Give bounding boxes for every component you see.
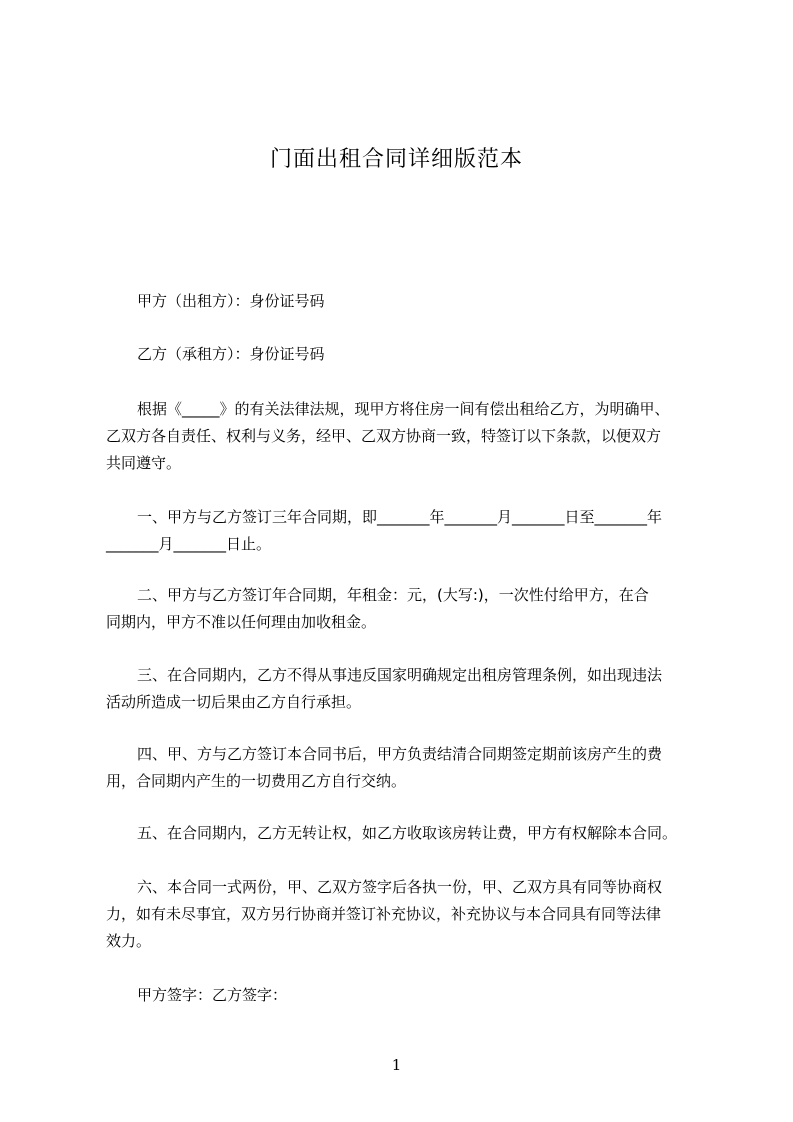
clause-line: 用，合同期内产生的一切费用乙方自行交纳。 bbox=[106, 772, 407, 790]
clause-line: 六、本合同一式两份，甲、乙双方签字后各执一份，甲、乙双方具有同等协商权 bbox=[137, 878, 663, 896]
signature-line: 甲方签字：乙方签字： bbox=[137, 986, 288, 1004]
document-title: 门面出租合同详细版范本 bbox=[269, 147, 523, 172]
clause-line: 同期内，甲方不准以任何理由加收租金。 bbox=[106, 613, 377, 631]
clause-line: _______月_______日止。 bbox=[106, 535, 272, 553]
preamble-line: 乙双方各自责任、权利与义务，经甲、乙双方协商一致，特签订以下条款，以便双方 bbox=[106, 427, 662, 445]
clause-line: 一、甲方与乙方签订三年合同期，即_______年_______月_______日至_______年 bbox=[137, 508, 663, 526]
clause-line: 效力。 bbox=[106, 932, 152, 950]
clause-line: 力，如有未尽事宜，双方另行协商并签订补充协议，补充协议与本合同具有同等法律 bbox=[106, 905, 662, 923]
clause-line: 活动所造成一切后果由乙方自行承担。 bbox=[106, 693, 362, 711]
party-b-line: 乙方（承租方）：身份证号码 bbox=[137, 345, 325, 363]
party-a-line: 甲方（出租方）：身份证号码 bbox=[137, 292, 325, 310]
clause-line: 三、在合同期内，乙方不得从事违反国家明确规定出租房管理条例，如出现违法 bbox=[137, 666, 663, 684]
page-number: 1 bbox=[391, 1056, 402, 1074]
clause-line: 四、甲、方与乙方签订本合同书后，甲方负责结清合同期签定期前该房产生的费 bbox=[137, 745, 663, 763]
clause-line: 二、甲方与乙方签订年合同期，年租金：元，(大写:)，一次性付给甲方，在合 bbox=[137, 586, 649, 604]
preamble-line: 根据《_____》的有关法律法规，现甲方将住房一间有偿出租给乙方，为明确甲、 bbox=[137, 400, 670, 418]
clause-line: 五、在合同期内，乙方无转让权，如乙方收取该房转让费，甲方有权解除本合同。 bbox=[137, 824, 678, 842]
preamble-line: 共同遵守。 bbox=[106, 454, 182, 472]
